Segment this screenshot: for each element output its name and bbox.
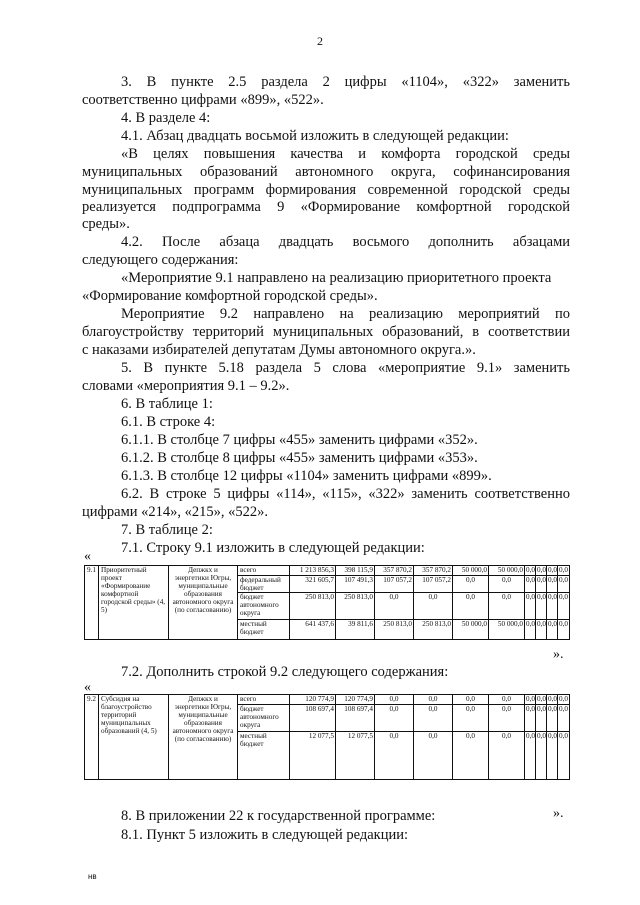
- table-cell: 0,0: [536, 620, 547, 640]
- quote-open: «: [84, 680, 91, 695]
- table-cell: 0,0: [558, 576, 570, 593]
- text-line: 6.1.3. В столбце 12 цифры «1104» заменить цифрами «899».: [121, 468, 492, 484]
- responsible-executor: Депжкх и энергетики Югры, муниципальные образования автономного округа (по согласованию): [169, 566, 238, 640]
- quote-close: ».: [553, 806, 564, 821]
- table-cell: 0,0: [489, 593, 525, 620]
- table-cell: 0,0: [547, 732, 558, 780]
- text-line: 6. В таблице 1:: [121, 396, 213, 412]
- responsible-executor: Депжкх и энергетики Югры, муниципальные образования автономного округа (по согласованию): [169, 695, 238, 780]
- funding-source: местный бюджет: [238, 732, 290, 780]
- table-cell: 0,0: [489, 576, 525, 593]
- text-line: 8. В приложении 22 к государственной программе:: [121, 808, 436, 824]
- table-cell: 250 813,0: [375, 620, 414, 640]
- table-cell: 0,0: [489, 732, 525, 780]
- table-cell: 0,0: [558, 620, 570, 640]
- table-cell: 107 057,2: [414, 576, 453, 593]
- table-cell: 1 213 856,3: [290, 566, 336, 576]
- text-line: 7.1. Строку 9.1 изложить в следующей редакции:: [121, 540, 425, 556]
- page-number: 2: [317, 34, 323, 48]
- text-line: 8.1. Пункт 5 изложить в следующей редакции:: [121, 827, 409, 843]
- funding-source: всего: [238, 566, 290, 576]
- text-line: 7. В таблице 2:: [121, 522, 213, 538]
- table-cell: 0,0: [453, 576, 489, 593]
- table-cell: 0,0: [375, 705, 414, 732]
- text-line: 7.2. Дополнить строкой 9.2 следующего содержания:: [121, 664, 449, 680]
- table-cell: 0,0: [536, 732, 547, 780]
- text-line: 6.2. В строке 5 цифры «114», «115», «322» заменить соответственно: [121, 486, 570, 502]
- text-line: соответственно цифрами «899», «522».: [82, 92, 324, 108]
- text-line: Мероприятие 9.2 направлено на реализацию мероприятий по: [121, 306, 570, 322]
- table-cell: 0,0: [547, 705, 558, 732]
- text-line: цифрами «214», «215», «522».: [82, 504, 269, 520]
- text-line: 4.1. Абзац двадцать восьмой изложить в следующей редакции:: [121, 128, 509, 144]
- text-line: «В целях повышения качества и комфорта городской среды: [121, 146, 570, 162]
- table-cell: 0,0: [536, 576, 547, 593]
- table-cell: 0,0: [375, 695, 414, 705]
- measure-name: Приоритетный проект «Формирование комфортной городской среды» (4, 5): [99, 566, 169, 640]
- table-cell: 0,0: [453, 732, 489, 780]
- funding-source: всего: [238, 695, 290, 705]
- table-cell: 0,0: [489, 695, 525, 705]
- funding-source: федеральный бюджет: [238, 576, 290, 593]
- table-cell: 0,0: [526, 695, 535, 703]
- table-cell: 0,0: [453, 705, 489, 732]
- table-row-9-1: [84, 565, 570, 640]
- table-cell: 50 000,0: [453, 566, 489, 576]
- funding-source: бюджет автономного округа: [238, 705, 290, 732]
- table-cell: 250 813,0: [336, 593, 375, 620]
- table-cell: 50 000,0: [453, 620, 489, 640]
- text-line: следующего содержания:: [82, 252, 239, 268]
- text-line: 6.1. В строке 4:: [121, 414, 216, 430]
- text-line: словами «мероприятия 9.1 – 9.2».: [82, 378, 290, 394]
- text-line: 6.1.2. В столбце 8 цифры «455» заменить цифрами «353».: [121, 450, 478, 466]
- table-cell: 0,0: [525, 593, 536, 620]
- table-cell: 0,0: [489, 705, 525, 732]
- row-number: 9.2: [85, 695, 99, 780]
- table-cell: 0,0: [375, 732, 414, 780]
- table-cell: 12 077,5: [290, 732, 336, 780]
- table-cell: 0,0: [547, 576, 558, 593]
- table-cell: 398 115,9: [336, 566, 375, 576]
- table-cell: 0,0: [453, 695, 489, 705]
- table-cell: 0,0: [414, 705, 453, 732]
- table-cell: 0,0: [548, 566, 557, 574]
- table-cell: 0,0: [526, 566, 535, 574]
- table-cell: 0,0: [525, 705, 536, 732]
- text-line: среды».: [82, 216, 130, 232]
- measure-name: Субсидия на благоустройство территорий муниципальных образований (4, 5): [99, 695, 169, 780]
- table-cell: 50 000,0: [489, 566, 525, 576]
- table-cell: 0,0: [536, 705, 547, 732]
- text-line: 3. В пункте 2.5 раздела 2 цифры «1104», «322» заменить: [121, 74, 570, 90]
- table-cell: 107 491,3: [336, 576, 375, 593]
- funding-source: бюджет автономного округа: [238, 593, 290, 620]
- text-line: с наказами избирателей депутатам Думы автономного округа.».: [82, 342, 476, 358]
- text-line: «Мероприятие 9.1 направлено на реализацию приоритетного проекта: [121, 270, 552, 286]
- funding-source: местный бюджет: [238, 620, 290, 640]
- table-cell: 0,0: [548, 695, 557, 703]
- table-cell: 0,0: [375, 593, 414, 620]
- table-cell: 0,0: [537, 695, 546, 703]
- text-line: 4. В разделе 4:: [121, 110, 211, 126]
- table-row-9-2: [84, 694, 570, 780]
- table-cell: 0,0: [558, 732, 570, 780]
- row-number: 9.1: [85, 566, 99, 640]
- table-cell: 0,0: [453, 593, 489, 620]
- table-cell: 321 605,7: [290, 576, 336, 593]
- text-line: муниципальных программ формирования современной городской среды: [82, 182, 570, 198]
- table-cell: 0,0: [525, 620, 536, 640]
- quote-open: «: [84, 549, 91, 564]
- table-cell: 0,0: [414, 593, 453, 620]
- table-cell: 641 437,6: [290, 620, 336, 640]
- table-cell: 0,0: [525, 576, 536, 593]
- text-line: 6.1.1. В столбце 7 цифры «455» заменить цифрами «352».: [121, 432, 478, 448]
- table-cell: 0,0: [547, 620, 558, 640]
- table-cell: 0,0: [547, 593, 558, 620]
- table-cell: 0,0: [537, 566, 546, 574]
- text-line: муниципальных образований автономного округа, софинансирования: [82, 164, 570, 180]
- table-cell: 0,0: [525, 732, 536, 780]
- table-cell: 357 870,2: [375, 566, 414, 576]
- table-cell: 120 774,9: [336, 695, 375, 705]
- table-cell: 107 057,2: [375, 576, 414, 593]
- table-cell: 39 811,6: [336, 620, 375, 640]
- table-cell: 0,0: [558, 593, 570, 620]
- text-line: реализуется подпрограмма 9 «Формирование комфортной городской: [82, 199, 570, 215]
- table-cell: 0,0: [558, 705, 570, 732]
- text-line: 4.2. После абзаца двадцать восьмого дополнить абзацами: [121, 234, 570, 250]
- text-line: благоустройству территорий муниципальных образований, в соответствии: [82, 324, 570, 340]
- footer-mark: нв: [88, 872, 97, 881]
- table-cell: 0,0: [559, 695, 568, 703]
- table-cell: 250 813,0: [414, 620, 453, 640]
- table-cell: 0,0: [536, 593, 547, 620]
- text-line: 5. В пункте 5.18 раздела 5 слова «мероприятие 9.1» заменить: [121, 360, 570, 376]
- table-cell: 0,0: [414, 695, 453, 705]
- table-cell: 108 697,4: [290, 705, 336, 732]
- table-cell: 357 870,2: [414, 566, 453, 576]
- table-cell: 108 697,4: [336, 705, 375, 732]
- table-cell: 250 813,0: [290, 593, 336, 620]
- table-cell: 50 000,0: [489, 620, 525, 640]
- table-cell: 120 774,9: [290, 695, 336, 705]
- table-cell: 0,0: [559, 566, 568, 574]
- table-cell: 12 077,5: [336, 732, 375, 780]
- text-line: «Формирование комфортной городской среды».: [82, 288, 378, 304]
- table-cell: 0,0: [414, 732, 453, 780]
- quote-close: ».: [553, 647, 564, 662]
